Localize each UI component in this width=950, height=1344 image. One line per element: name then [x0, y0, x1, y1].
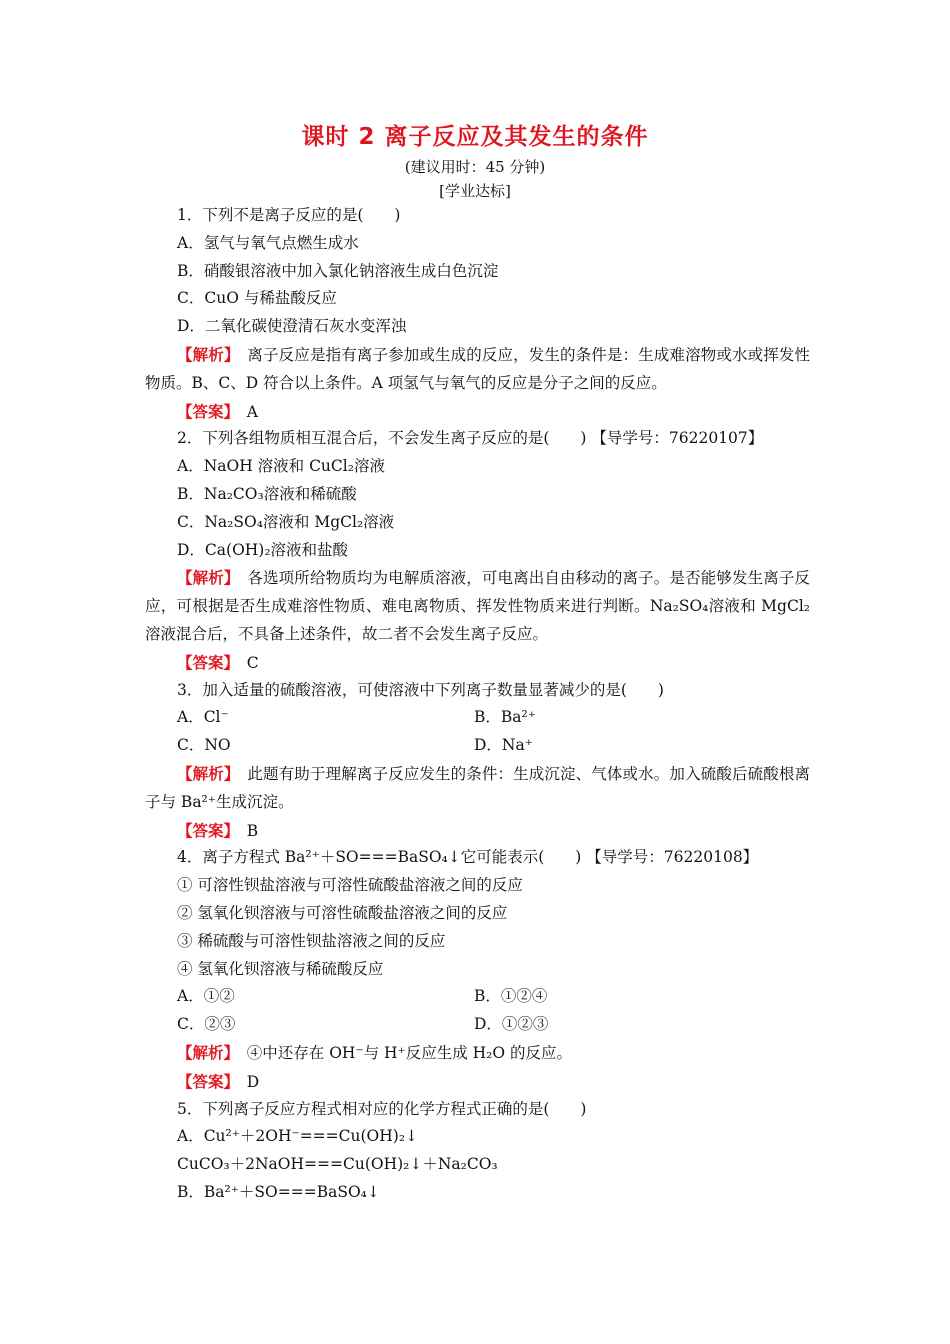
- q4-item-1: ① 可溶性钡盐溶液与可溶性硫酸盐溶液之间的反应: [177, 876, 523, 895]
- q3-option-c: C．NO: [177, 736, 231, 755]
- q4-analysis: [145, 1039, 810, 1068]
- q1-analysis: [145, 341, 810, 398]
- q1-answer-value: A: [246, 402, 258, 421]
- q3-option-a: A．Cl⁻: [177, 708, 229, 727]
- q2-option-c: C．Na₂SO₄溶液和 MgCl₂溶液: [177, 512, 395, 531]
- q5-option-b: B．Ba²⁺＋SO===BaSO₄↓: [177, 1182, 380, 1201]
- q4-stem: 4．离子方程式 Ba²⁺＋SO===BaSO₄↓它可能表示( ) 【导学号：76220108】: [177, 848, 759, 867]
- q4-option-a: A．①②: [177, 987, 235, 1006]
- answer-label: 【答案】: [177, 1071, 232, 1091]
- section-heading: [学业达标]: [439, 182, 511, 200]
- q2-answer: [145, 649, 810, 677]
- q3-answer-value: B: [246, 821, 259, 840]
- q4-options-row-2: [145, 1011, 810, 1039]
- q4-option-c: C．②③: [177, 1015, 236, 1034]
- q4-item-4: ④ 氢氧化钡溶液与稀硫酸反应: [177, 959, 384, 978]
- q5-option-a: A．Cu²⁺＋2OH⁻===Cu(OH)₂↓: [177, 1127, 419, 1146]
- q4-option-b: B．①②④: [474, 987, 548, 1006]
- page-title: 课时 2 离子反应及其发生的条件: [301, 124, 649, 150]
- q3-analysis-text: 此题有助于理解离子反应发生的条件：生成沉淀、气体或水。加入硫酸后硫酸根离子与 Ba²⁺生成沉淀。: [145, 764, 810, 811]
- q4-answer: [145, 1068, 810, 1096]
- q1-answer: [145, 398, 810, 426]
- analysis-label: 【解析】: [177, 1042, 232, 1062]
- q4-item-3: ③ 稀硫酸与可溶性钡盐溶液之间的反应: [177, 931, 446, 950]
- q2-option-b: B．Na₂CO₃溶液和稀硫酸: [177, 484, 357, 503]
- answer-label: 【答案】: [177, 820, 232, 840]
- q1-option-c: C．CuO 与稀盐酸反应: [177, 289, 337, 308]
- q1-option-a: A．氢气与氧气点燃生成水: [177, 233, 359, 252]
- q1-option-b: B．硝酸银溶液中加入氯化钠溶液生成白色沉淀: [177, 261, 499, 280]
- q2-analysis: [145, 564, 810, 648]
- q4-answer-value: D: [246, 1072, 260, 1091]
- q5-option-a-equation: CuCO₃＋2NaOH===Cu(OH)₂↓＋Na₂CO₃: [177, 1155, 498, 1174]
- q3-options-row-2: [145, 732, 810, 760]
- q4-option-d: D．①②③: [474, 1015, 549, 1034]
- q2-answer-value: C: [246, 653, 259, 672]
- q3-options-row-1: [145, 704, 810, 732]
- q2-stem: 2．下列各组物质相互混合后，不会发生离子反应的是( ) 【导学号：76220107】: [177, 429, 764, 448]
- q3-stem: 3．加入适量的硫酸溶液，可使溶液中下列离子数量显著减少的是( ): [177, 680, 664, 699]
- q2-option-a: A．NaOH 溶液和 CuCl₂溶液: [177, 457, 385, 476]
- q5-stem: 5．下列离子反应方程式相对应的化学方程式正确的是( ): [177, 1099, 587, 1118]
- q1-stem: 1．下列不是离子反应的是( ): [177, 206, 401, 224]
- q4-options-row-1: [145, 983, 810, 1011]
- q2-option-d: D．Ca(OH)₂溶液和盐酸: [177, 540, 349, 559]
- q1-option-d: D．二氧化碳使澄清石灰水变浑浊: [177, 317, 407, 336]
- q4-item-2: ② 氢氧化钡溶液与可溶性硫酸盐溶液之间的反应: [177, 903, 508, 922]
- suggested-time: (建议用时：45 分钟): [404, 158, 546, 176]
- q1-analysis-text: 离子反应是指有离子参加或生成的反应，发生的条件是：生成难溶物或水或挥发性物质。B、C、D 符合以上条件。A 项氢气与氧气的反应是分子之间的反应。: [145, 345, 810, 392]
- q3-analysis: [145, 760, 810, 817]
- q3-option-b: B．Ba²⁺: [474, 708, 536, 727]
- analysis-label: 【解析】: [177, 568, 232, 588]
- q2-analysis-text: 各选项所给物质均为电解质溶液，可电离出自由移动的离子。是否能够发生离子反应，可根据是否生成难溶性物质、难电离物质、挥发性物质来进行判断。Na₂SO₄溶液和 MgCl₂溶液混合后，不具备上述条件，故二者不会发生离子反应。: [145, 569, 810, 643]
- answer-label: 【答案】: [177, 652, 232, 672]
- analysis-label: 【解析】: [177, 344, 232, 364]
- q3-answer: [145, 817, 810, 845]
- q3-option-d: D．Na⁺: [474, 736, 533, 755]
- q4-analysis-text: ④中还存在 OH⁻与 H⁺反应生成 H₂O 的反应。: [246, 1043, 573, 1062]
- answer-label: 【答案】: [177, 401, 232, 421]
- analysis-label: 【解析】: [177, 763, 232, 783]
- question-list: [145, 202, 810, 1207]
